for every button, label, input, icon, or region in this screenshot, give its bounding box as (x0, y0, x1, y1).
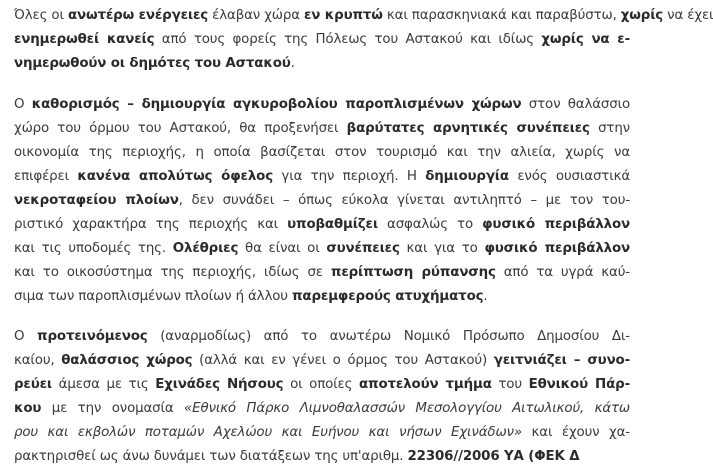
text-line (0, 261, 640, 285)
bold-text-run: νημερωθούν οι δημότες του Αστακού (14, 56, 291, 71)
text-line (0, 189, 640, 213)
text-run: για την περιοχή. Η (273, 169, 426, 184)
paragraph-1 (0, 4, 713, 76)
text-line (0, 28, 640, 52)
bold-text-run: κανένα απολύτως όφελος (77, 169, 274, 184)
bold-text-run: παρεμφερούς ατυχήματος (291, 289, 484, 304)
text-run: από τα υγρά καύ- (495, 265, 630, 280)
bold-text-run: φυσικό περιβάλλον (482, 217, 630, 232)
text-run: και το οικοσύστημα της περιοχής, ιδίως σε (14, 265, 331, 280)
text-run: θα είναι οι (238, 241, 327, 256)
text-run: ενός ουσιαστικά (508, 169, 630, 184)
text-run: και παρασκηνιακά και παραβύστω, (382, 8, 621, 23)
text-run: από τους φορείς της Πόλεως του Αστακού και ιδίως (154, 32, 542, 47)
bold-text-run: αποτελούν τμήμα (358, 377, 492, 392)
italic-text-run: ρου και εκβολών ποταμών Αχελώου και Ευήνου και νήσων Εχινάδων» (14, 425, 522, 440)
bold-text-run: κου (14, 401, 42, 416)
text-run: του (491, 377, 529, 392)
bold-text-run: ενημερωθεί κανείς (14, 32, 155, 47)
bold-text-run: καθορισμός – δημιουργία αγκυροβολίου παροπλισμένων χώρων (31, 97, 522, 112)
text-line (0, 421, 640, 445)
text-run: ρακτηρισθεί ως άνω δυνάμει των διατάξεων της υπ'αριθμ. (14, 449, 408, 464)
bold-text-run: περίπτωση ρύπανσης (330, 265, 496, 280)
bold-text-run: χωρίς να ε- (541, 32, 630, 47)
bold-text-run: βαρύτατες αρνητικές συνέπειες (346, 121, 590, 136)
paragraph-2 (0, 93, 640, 309)
bold-text-run: συνέπειες (326, 241, 400, 256)
text-line (0, 117, 640, 141)
text-line (0, 141, 640, 165)
text-run: . (290, 56, 295, 71)
text-line (0, 52, 640, 76)
text-line (0, 373, 640, 397)
text-run: καίου, (14, 353, 62, 368)
bold-text-run: Εχινάδες Νήσους (155, 377, 284, 392)
text-run: άμεσα με τις (52, 377, 156, 392)
text-run: επιφέρει (14, 169, 78, 184)
bold-text-run: φυσικό περιβάλλον (484, 241, 630, 256)
text-run: στην (589, 121, 630, 136)
text-line (0, 349, 640, 373)
text-line (0, 93, 640, 117)
bold-text-run: υποβαθμίζει (287, 217, 378, 232)
text-run: να έχει (663, 8, 713, 23)
text-line (0, 285, 640, 309)
text-run: σιμα των παροπλισμένων πλοίων ή άλλου (14, 289, 292, 304)
text-line (0, 397, 640, 421)
text-run: Ο (14, 97, 32, 112)
text-line (0, 165, 640, 189)
text-line (0, 237, 640, 261)
bold-text-run: ανωτέρω ενέργειες (67, 8, 209, 23)
bold-text-run: ρεύει (14, 377, 53, 392)
text-run: έλαβαν χώρα (208, 8, 304, 23)
text-run: οι οποίες (283, 377, 359, 392)
text-run: (αναρμοδίως) από το ανωτέρω Νομικό Πρόσωπο Δημοσίου Δι- (147, 329, 630, 344)
bold-text-run: νεκροταφείου πλοίων (14, 193, 179, 208)
text-run: , δεν συνάδει – όπως εύκολα γίνεται αντιληπτό – με τον του- (178, 193, 631, 208)
text-run: στον θαλάσσιο (521, 97, 631, 112)
text-run: και για το (399, 241, 485, 256)
text-run: ασφαλώς το (377, 217, 483, 232)
bold-text-run: Ολέθριες (172, 241, 239, 256)
bold-text-run: 22306//2006 ΥΑ (ΦΕΚ Δ (407, 449, 580, 464)
text-run: και έχουν χα- (521, 425, 630, 440)
bold-text-run: θαλάσσιος χώρος (61, 353, 193, 368)
text-line (0, 213, 640, 237)
text-line (0, 4, 713, 28)
text-run: ριστικό χαρακτήρα της περιοχής και (14, 217, 288, 232)
text-run: οικονομία της περιοχής, η οποία βασίζεται στον τουρισμό και την αλιεία, χωρίς να (14, 145, 630, 160)
text-run: Ο (14, 329, 38, 344)
text-run: (αλλά και εν γένει ο όρμος του Αστακού) (192, 353, 494, 368)
text-run: . (483, 289, 488, 304)
text-run: με την ονομασία (41, 401, 185, 416)
paragraph-3 (0, 325, 640, 469)
bold-text-run: Εθνικού Πάρ- (528, 377, 630, 392)
text-run: χώρο του όρμου του Αστακού, θα προξενήσει (14, 121, 347, 136)
text-run: και τις υποδομές της. (14, 241, 173, 256)
bold-text-run: γειτνιάζει – συνο- (493, 353, 630, 368)
bold-text-run: δημιουργία (425, 169, 509, 184)
text-line (0, 445, 640, 469)
italic-text-run: «Εθνικό Πάρκο Λιμνοθαλασσών Μεσολογγίου Αιτωλικού, κάτω (184, 401, 630, 416)
text-line (0, 325, 640, 349)
bold-text-run: προτεινόμενος (37, 329, 148, 344)
text-run: Όλες οι (14, 8, 68, 23)
bold-text-run: χωρίς (620, 8, 664, 23)
bold-text-run: εν κρυπτώ (303, 8, 383, 23)
